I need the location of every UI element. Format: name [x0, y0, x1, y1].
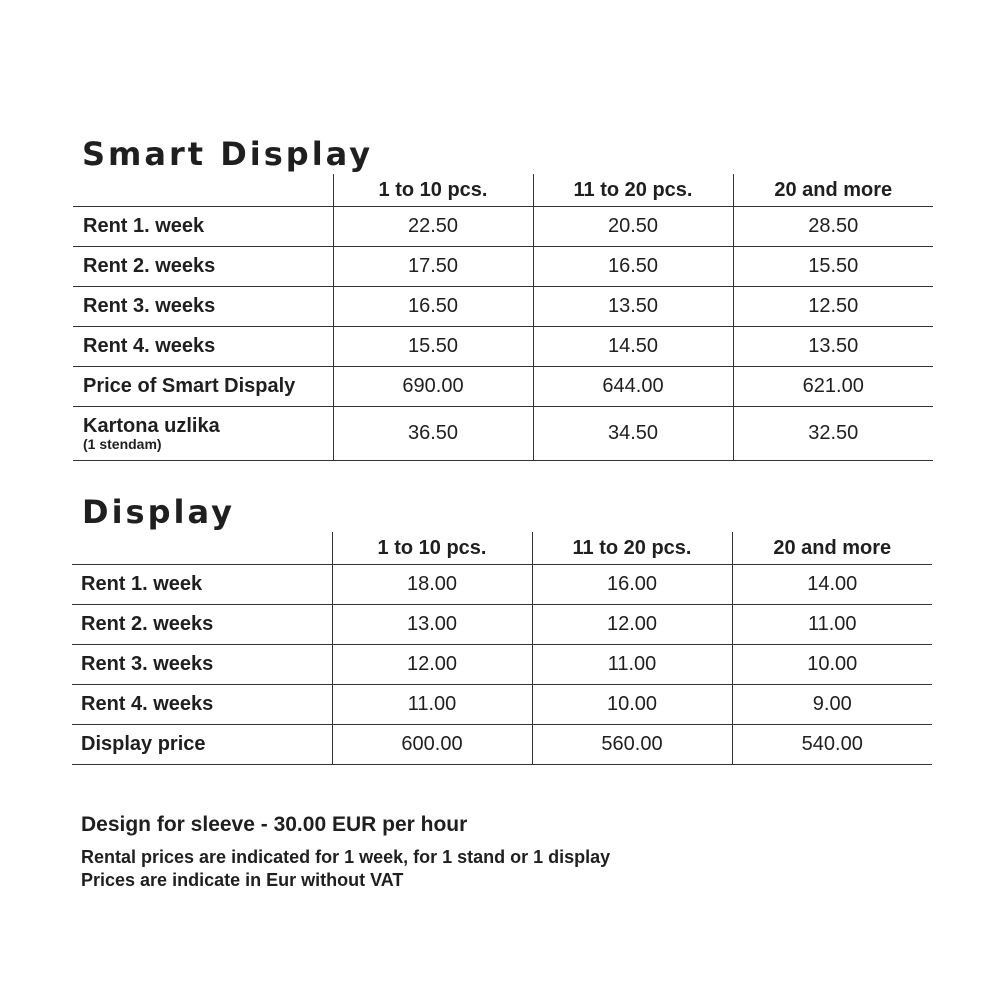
price-cell: 12.00 [332, 645, 532, 685]
price-cell: 10.00 [732, 645, 932, 685]
price-cell: 11.00 [532, 645, 732, 685]
price-cell: 13.50 [533, 287, 733, 327]
header-cell-empty [72, 532, 332, 565]
table-row [73, 367, 933, 407]
header-cell-empty [73, 174, 333, 207]
table-header-row [72, 532, 932, 565]
price-cell: 12.00 [532, 605, 732, 645]
row-label: Display price [72, 725, 332, 765]
table-row [73, 247, 933, 287]
price-cell: 621.00 [733, 367, 933, 407]
price-cell: 16.00 [532, 565, 732, 605]
row-label: Rent 1. week [73, 207, 333, 247]
price-cell: 11.00 [732, 605, 932, 645]
price-cell: 22.50 [333, 207, 533, 247]
row-label: Rent 3. weeks [72, 645, 332, 685]
row-label: Price of Smart Dispaly [73, 367, 333, 407]
price-cell: 690.00 [333, 367, 533, 407]
table-row [72, 645, 932, 685]
header-cell-11-20: 11 to 20 pcs. [533, 174, 733, 207]
price-cell: 540.00 [732, 725, 932, 765]
price-cell: 644.00 [533, 367, 733, 407]
price-cell: 14.50 [533, 327, 733, 367]
row-label-with-sublabel [73, 407, 333, 461]
price-cell: 13.00 [332, 605, 532, 645]
header-cell-11-20: 11 to 20 pcs. [532, 532, 732, 565]
header-cell-20-more: 20 and more [732, 532, 932, 565]
table-row [72, 685, 932, 725]
price-cell: 15.50 [333, 327, 533, 367]
pricing-notes [81, 812, 610, 892]
design-note: Design for sleeve - 30.00 EUR per hour [81, 813, 468, 836]
smart-display-price-table [73, 174, 933, 461]
price-cell: 10.00 [532, 685, 732, 725]
price-cell: 20.50 [533, 207, 733, 247]
price-cell: 560.00 [532, 725, 732, 765]
header-cell-1-10: 1 to 10 pcs. [333, 174, 533, 207]
table-header-row [73, 174, 933, 207]
row-sublabel: (1 stendam) [83, 436, 162, 452]
price-cell: 18.00 [332, 565, 532, 605]
price-cell: 15.50 [733, 247, 933, 287]
price-cell: 28.50 [733, 207, 933, 247]
header-cell-20-more: 20 and more [733, 174, 933, 207]
table-row [73, 207, 933, 247]
section-title-display: Display [82, 493, 235, 531]
header-cell-1-10: 1 to 10 pcs. [332, 532, 532, 565]
row-label: Rent 1. week [72, 565, 332, 605]
price-cell: 600.00 [332, 725, 532, 765]
price-cell: 14.00 [732, 565, 932, 605]
table-row [72, 565, 932, 605]
row-label: Kartona uzlika [83, 415, 220, 437]
table-row [72, 725, 932, 765]
price-cell: 34.50 [533, 407, 733, 461]
table-row [73, 327, 933, 367]
row-label: Rent 4. weeks [73, 327, 333, 367]
vat-note: Prices are indicate in Eur without VAT [81, 870, 404, 890]
price-cell: 17.50 [333, 247, 533, 287]
display-price-table [72, 532, 932, 765]
price-cell: 13.50 [733, 327, 933, 367]
row-label: Rent 2. weeks [73, 247, 333, 287]
price-cell: 16.50 [333, 287, 533, 327]
row-label: Rent 2. weeks [72, 605, 332, 645]
row-label: Rent 4. weeks [72, 685, 332, 725]
price-cell: 16.50 [533, 247, 733, 287]
price-cell: 32.50 [733, 407, 933, 461]
table-row [73, 407, 933, 461]
section-title-smart-display: Smart Display [82, 135, 374, 173]
price-cell: 9.00 [732, 685, 932, 725]
rental-note: Rental prices are indicated for 1 week, for 1 stand or 1 display [81, 847, 611, 867]
price-cell: 36.50 [333, 407, 533, 461]
price-cell: 11.00 [332, 685, 532, 725]
row-label: Rent 3. weeks [73, 287, 333, 327]
table-row [72, 605, 932, 645]
price-cell: 12.50 [733, 287, 933, 327]
table-row [73, 287, 933, 327]
